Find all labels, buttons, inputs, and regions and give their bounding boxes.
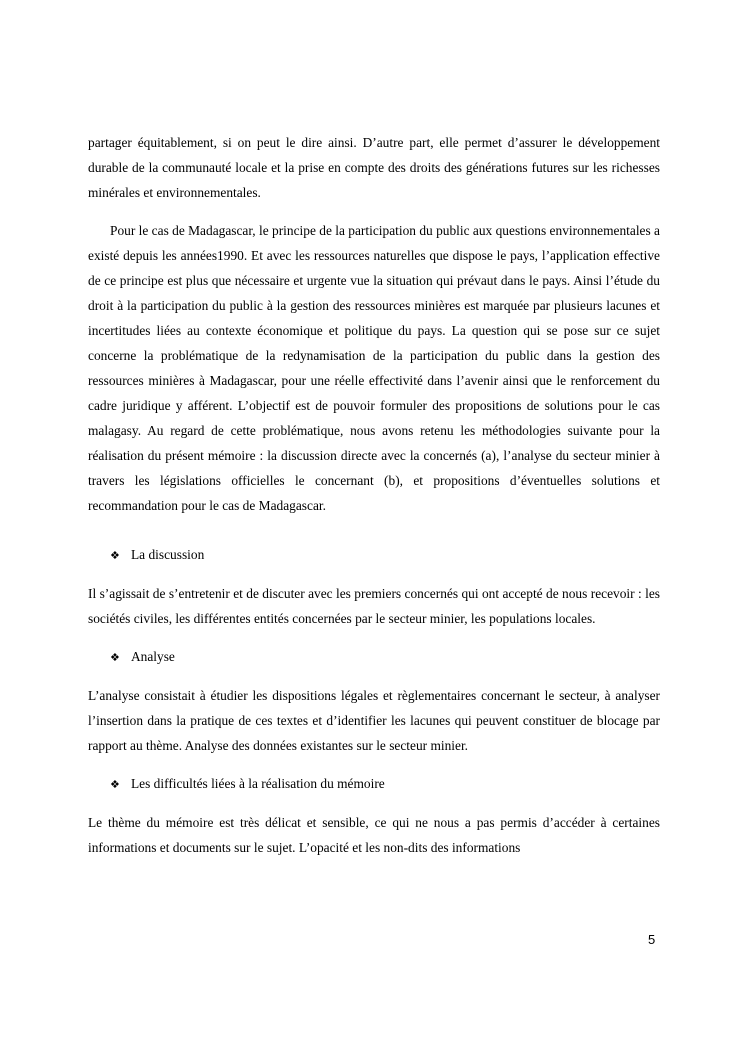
- diamond-bullet-icon: ❖: [110, 778, 120, 791]
- bullet-label-difficultes: Les difficultés liées à la réalisation du mémoire: [131, 776, 385, 791]
- bullet-label-analyse: Analyse: [131, 649, 175, 664]
- paragraph-madagascar-context: Pour le cas de Madagascar, le principe de la participation du public aux questions environnementales a existé depuis les années1990. Et avec les ressources naturelles que dispose le pays, l’application effective de ce principe est plus que nécessaire et urgente vue la situation qui prévaut dans le pays. Ainsi l’étude du droit à la participation du public à la gestion des ressources minières est marquée par plusieurs lacunes et incertitudes liées au contexte économique et politique du pays. La question qui se pose sur ce sujet concerne la problématique de la redynamisation de la participation du public dans la gestion des ressources minières à Madagascar, pour une réelle effectivité dans l’avenir ainsi que le renforcement du cadre juridique y afférent. L’objectif est de pouvoir formuler des propositions de solutions pour le cas malagasy. Au regard de cette problématique, nous avons retenu les méthodologies suivante pour la réalisation du présent mémoire : la discussion directe avec la concernés (a), l’analyse du secteur minier à travers les législations officielles le concernant (b), et propositions d’éventuelles solutions et recommandation pour le cas de Madagascar.: [88, 223, 660, 513]
- paragraph-difficultes: Le thème du mémoire est très délicat et sensible, ce qui ne nous a pas permis d’accéder à certaines informations et documents sur le sujet. L’opacité et les non-dits des informations: [88, 815, 660, 855]
- paragraph-discussion: Il s’agissait de s’entretenir et de discuter avec les premiers concernés qui ont accepté de nous recevoir : les sociétés civiles, les différentes entités concernées par le secteur minier, les populations locales.: [88, 586, 660, 626]
- page-number: 5: [648, 932, 656, 947]
- bullet-heading-discussion: [110, 542, 660, 568]
- diamond-bullet-icon: ❖: [110, 549, 120, 562]
- paragraph-intro: partager équitablement, si on peut le dire ainsi. D’autre part, elle permet d’assurer le développement durable de la communauté locale et la prise en compte des droits des générations futures sur les richesses minérales et environnementales.: [88, 135, 660, 200]
- diamond-bullet-icon: ❖: [110, 651, 120, 664]
- bullet-heading-difficultes: [110, 771, 660, 797]
- document-body: [88, 130, 660, 860]
- bullet-label-discussion: La discussion: [131, 547, 205, 562]
- bullet-heading-analyse: [110, 644, 660, 670]
- paragraph-analyse: L’analyse consistait à étudier les dispositions légales et règlementaires concernant le secteur, à analyser l’insertion dans la pratique de ces textes et d’identifier les lacunes qui peuvent constituer de blocage par rapport au thème. Analyse des données existantes sur le secteur minier.: [88, 688, 660, 753]
